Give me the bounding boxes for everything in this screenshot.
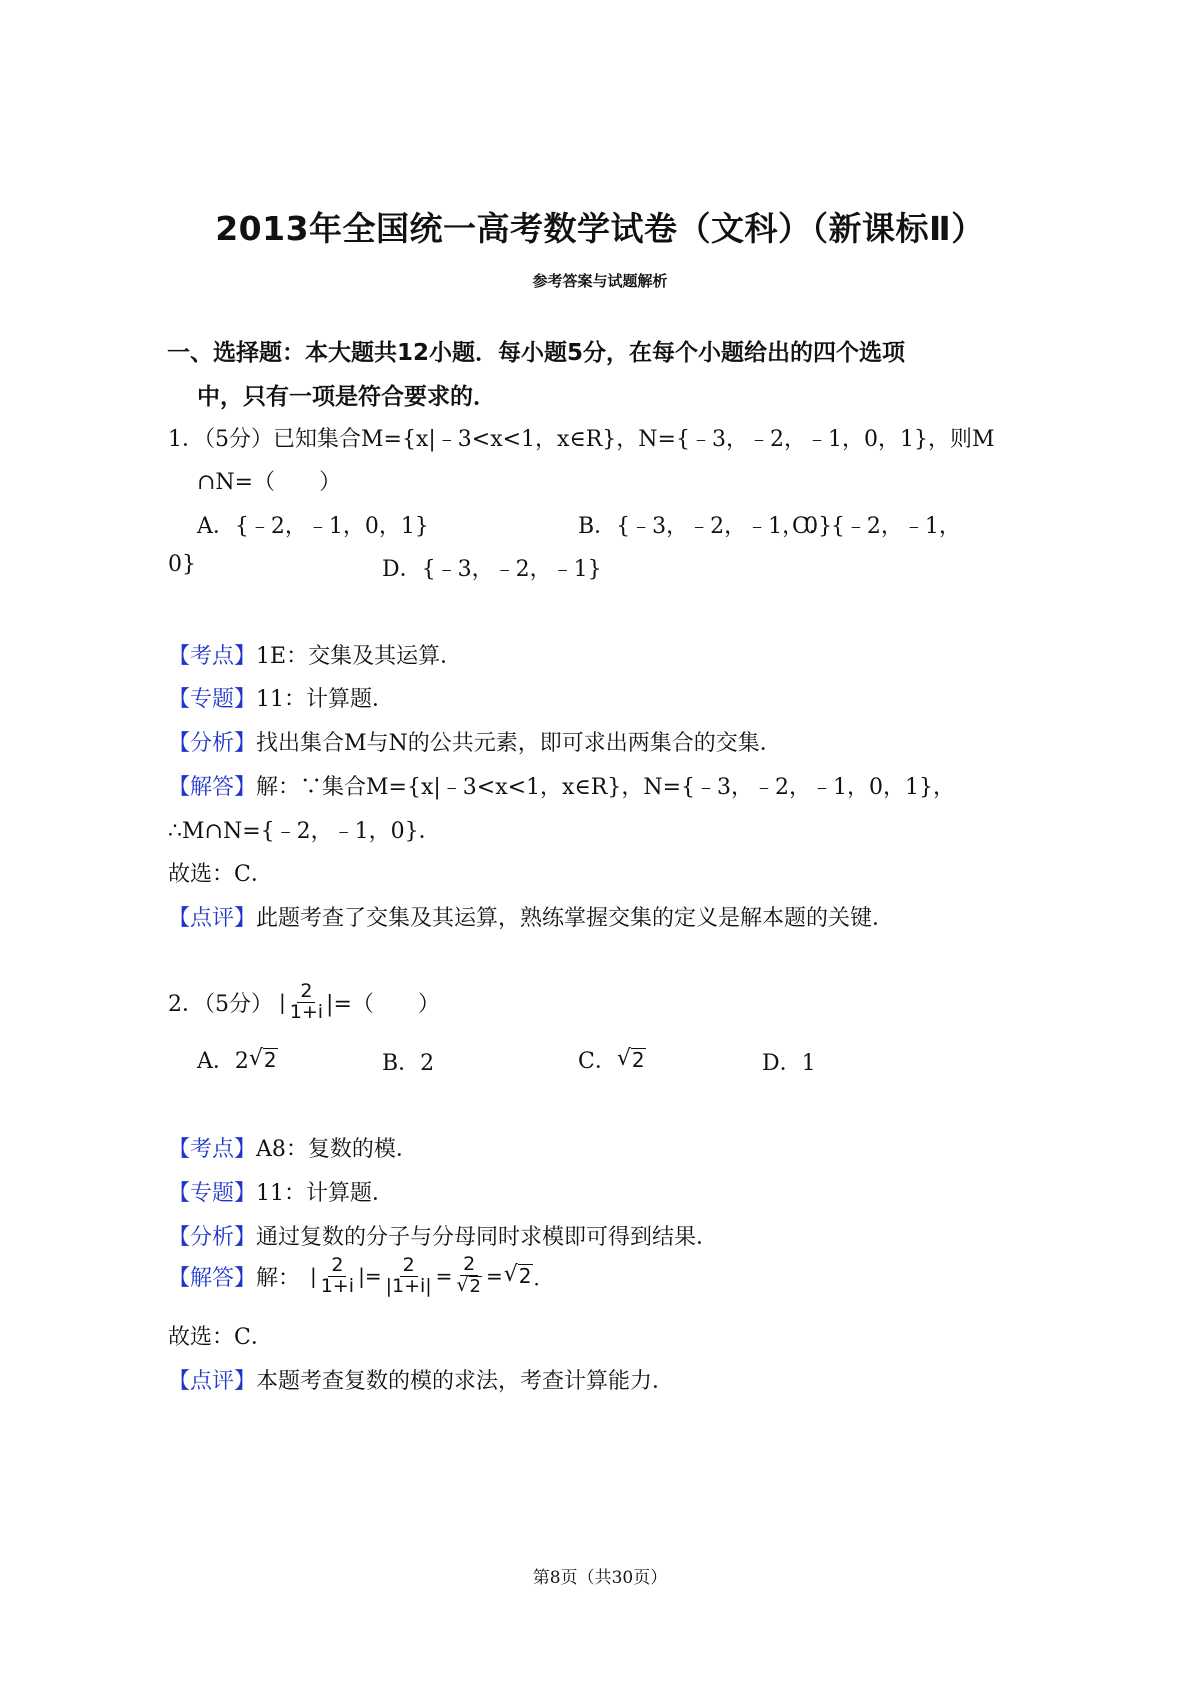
fraction-numerator: 2	[400, 1256, 418, 1277]
q2-solution-expression	[310, 1255, 554, 1298]
abs-bar-equals: |=	[358, 1264, 382, 1289]
q1-option-a: A．{﹣2，﹣1，0，1}	[197, 514, 429, 539]
solution-fraction-1	[318, 1253, 357, 1297]
q1-option-b: B．{﹣3，﹣2，﹣1，0}	[578, 514, 833, 539]
q1-option-c: C．{﹣2，﹣1，	[792, 514, 961, 539]
equals-sign: =	[486, 1264, 503, 1289]
abs-bar: |	[310, 1264, 317, 1289]
q2-option-c-label: C．	[578, 1049, 617, 1074]
jieda-prefix: 解：	[256, 1265, 301, 1291]
q1-stem-line1: 1．（5分）已知集合M={x|﹣3<x<1，x∈R}，N={﹣3，﹣2，﹣1，0，1}，则M	[168, 427, 995, 452]
fraction-denominator	[453, 1273, 485, 1298]
sqrt-symbol: √ 2	[503, 1262, 532, 1289]
page-subtitle: 参考答案与试题解析	[532, 272, 668, 290]
zhuanti-text: 11：计算题．	[256, 1181, 395, 1206]
fraction-numerator: 2	[328, 1256, 346, 1277]
sqrt-radicand: 2	[263, 1047, 277, 1072]
q1-jieda-line2: ∴M∩N={﹣2，﹣1，0}．	[168, 819, 441, 844]
solution-end: ．	[533, 1265, 554, 1290]
q1-dianping	[168, 901, 894, 932]
fraction-numerator: 2	[297, 982, 315, 1003]
dianping-text: 此题考查了交集及其运算，熟练掌握交集的定义是解本题的关键．	[256, 906, 895, 931]
page-footer: 第8页（共30页）	[532, 1568, 668, 1588]
kaodian-text: 1E：交集及其运算．	[256, 644, 463, 669]
q2-option-a	[197, 1044, 278, 1075]
dianping-tag: 【点评】	[168, 906, 257, 931]
fenxi-text: 通过复数的分子与分母同时求模即可得到结果．	[256, 1225, 719, 1250]
q1-answer: 故选：C．	[168, 862, 273, 887]
zhuanti-tag: 【专题】	[168, 687, 257, 712]
q2-jieda	[168, 1255, 554, 1298]
dianping-tag: 【点评】	[168, 1369, 257, 1394]
fraction-numerator: 2	[460, 1255, 478, 1276]
sqrt-symbol: √ 2	[616, 1045, 645, 1072]
q2-stem	[168, 982, 440, 1023]
q2-dianping	[168, 1364, 674, 1395]
kaodian-tag: 【考点】	[168, 1137, 257, 1162]
q1-kaodian	[168, 639, 462, 670]
q1-option-d: D．{﹣3，﹣2，﹣1}	[382, 557, 602, 582]
kaodian-text: A8：复数的模．	[256, 1137, 418, 1162]
q1-option-c-continued: 0}	[168, 552, 196, 577]
kaodian-tag: 【考点】	[168, 644, 257, 669]
fraction-denominator: |1+i|	[385, 1274, 432, 1297]
q2-option-b: B．2	[382, 1051, 435, 1076]
sqrt-symbol: √ 2	[456, 1273, 481, 1297]
q2-fraction	[287, 982, 326, 1023]
jieda-tag: 【解答】	[168, 775, 257, 800]
section-heading-line2: 中，只有一项是符合要求的．	[197, 384, 496, 410]
jieda-tag: 【解答】	[168, 1265, 257, 1291]
fenxi-tag: 【分析】	[168, 1225, 257, 1250]
zhuanti-tag: 【专题】	[168, 1181, 257, 1206]
q2-zhuanti	[168, 1176, 394, 1207]
fenxi-text: 找出集合M与N的公共元素，即可求出两集合的交集．	[256, 731, 782, 756]
zhuanti-text: 11：计算题．	[256, 687, 395, 712]
equals-sign: =	[435, 1264, 453, 1289]
solution-fraction-2	[383, 1253, 435, 1297]
q1-stem-line2: ∩N=（ ）	[197, 470, 342, 495]
q2-answer: 故选：C．	[168, 1325, 273, 1350]
fenxi-tag: 【分析】	[168, 731, 257, 756]
sqrt-radicand: 2	[469, 1275, 481, 1297]
sqrt-radicand: 2	[631, 1047, 645, 1072]
q2-expression	[279, 982, 326, 1023]
sqrt-radicand: 2	[518, 1264, 532, 1289]
section-heading-line1: 一、选择题：本大题共12小题．每小题5分，在每个小题给出的四个选项	[167, 340, 906, 366]
q2-option-a-label: A．2	[197, 1049, 249, 1074]
page-title: 2013年全国统一高考数学试卷（文科）（新课标Ⅱ）	[215, 209, 985, 248]
q1-zhuanti	[168, 682, 394, 713]
q2-fenxi	[168, 1220, 718, 1251]
fraction-denominator: 1+i	[320, 1274, 355, 1297]
sqrt-symbol: √ 2	[248, 1045, 277, 1072]
q2-kaodian	[168, 1132, 418, 1163]
abs-bar: |	[279, 990, 286, 1015]
q2-option-c	[578, 1044, 646, 1075]
q2-stem-suffix: |=（ ）	[326, 991, 440, 1017]
solution-fraction-3	[453, 1255, 485, 1298]
q2-stem-prefix: 2．（5分）	[168, 991, 273, 1017]
q1-fenxi	[168, 726, 782, 757]
dianping-text: 本题考查复数的模的求法，考查计算能力．	[256, 1369, 675, 1394]
q1-jieda	[168, 770, 955, 801]
fraction-denominator: 1+i	[289, 1000, 324, 1023]
jieda-text: 解：∵集合M={x|﹣3<x<1，x∈R}，N={﹣3，﹣2，﹣1，0，1}，	[256, 775, 955, 800]
q2-option-d: D．1	[762, 1051, 816, 1076]
